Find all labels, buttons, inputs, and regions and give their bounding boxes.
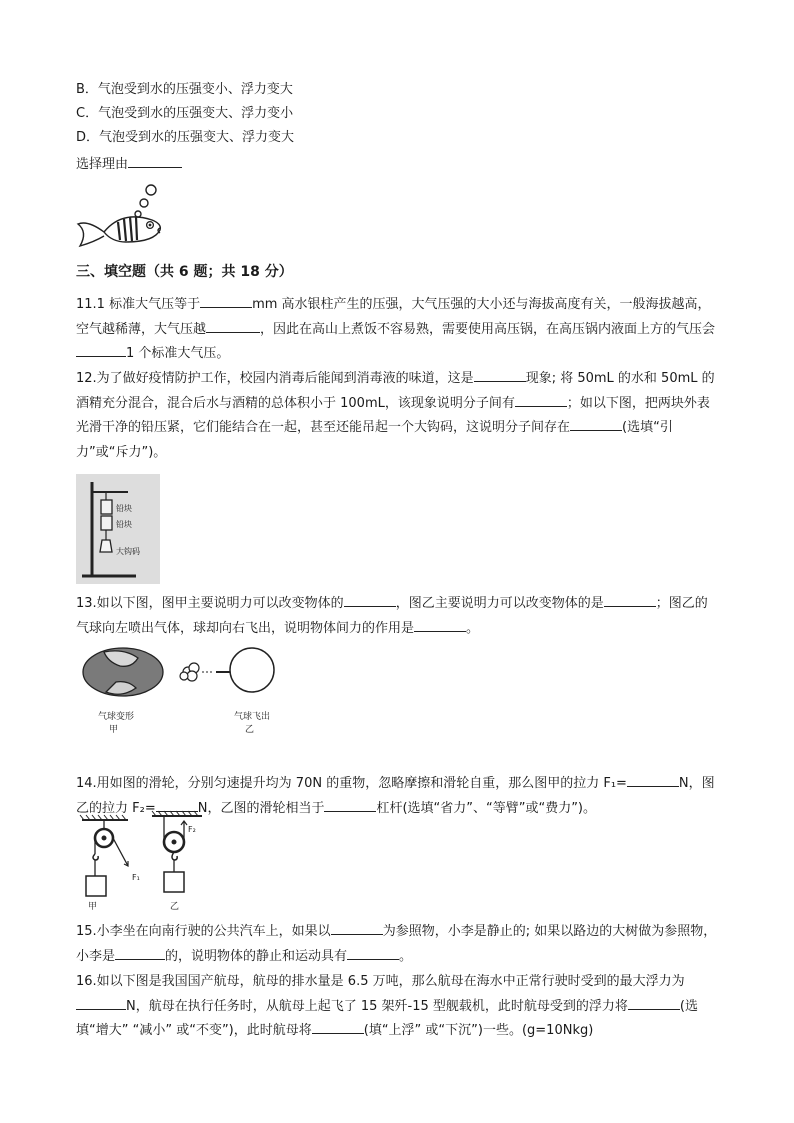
q13-blank-2[interactable]	[604, 592, 656, 607]
question-15	[76, 920, 718, 969]
q15-blank-3[interactable]	[347, 945, 399, 960]
fig13b-name: 乙	[245, 725, 255, 735]
q11-text-2: mm 高水银柱产生的压强，大气压强的大小还与海拔高度有关，一般海拔越高，空气越稀薄，大气压越	[76, 297, 711, 337]
fig12-label-1: 铅块	[116, 504, 132, 513]
q15-text-2: 为参照物，小李是静止的; 如果以路边的大树做为参照物，小李是	[76, 924, 717, 964]
q13-text-3: ；图乙的气球向左喷出气体，球却向右飞出，说明物体间力的作用是	[76, 596, 708, 636]
q11-blank-2[interactable]	[206, 318, 260, 333]
q12-text-2: 现象; 将 50mL 的水和 50mL 的酒精充分混合，混合后水与酒精的总体积小于 100mL，该现象说明分子间有	[76, 371, 715, 411]
q16-blank-2[interactable]	[628, 995, 680, 1010]
q16-text-3: (选填“增大” “减小” 或“不变”)，此时航母将	[76, 998, 698, 1038]
question-11	[76, 293, 718, 367]
lead-blocks-figure	[76, 474, 160, 584]
q16-text-4: (填“上浮” 或“下沉”)一些。(g=10Nkg)	[363, 1023, 594, 1038]
question-16	[76, 970, 718, 1044]
q12-blank-3[interactable]	[570, 416, 622, 431]
option-b: B．气泡受到水的压强变小、浮力变大	[76, 82, 293, 97]
q13-text-2: ，图乙主要说明力可以改变物体的是	[395, 596, 604, 611]
fig13a-name: 甲	[109, 725, 119, 735]
option-d: D．气泡受到水的压强变大、浮力变大	[76, 130, 295, 145]
option-c: C．气泡受到水的压强变大、浮力变小	[76, 106, 294, 121]
q15-blank-1[interactable]	[331, 920, 383, 935]
fig12-label-2: 铅块	[116, 520, 132, 529]
q14-blank-3[interactable]	[324, 797, 376, 812]
reason-label: 选择理由	[76, 157, 129, 172]
q15-blank-2[interactable]	[115, 945, 165, 960]
reason-blank[interactable]	[128, 153, 182, 168]
q11-text-1: 11.1 标准大气压等于	[76, 297, 201, 312]
q14-text-3: N，乙图的滑轮相当于	[197, 800, 325, 816]
fig14-f1-label: F₁	[132, 873, 140, 882]
q11-text-4: 1 个标准大气压。	[126, 346, 230, 361]
fig14-name-b: 乙	[170, 902, 180, 912]
q13-text-1: 13.如以下图，图甲主要说明力可以改变物体的	[76, 596, 344, 611]
reason-line	[76, 153, 182, 175]
balloon-figure	[76, 642, 292, 738]
pulley-figure	[76, 810, 216, 912]
q12-blank-2[interactable]	[515, 392, 567, 407]
question-12	[76, 367, 718, 465]
section-title: 三、填空题（共 6 题；共 18 分）	[76, 264, 293, 280]
q13-blank-3[interactable]	[414, 617, 466, 632]
q13-text-4: 。	[466, 620, 480, 636]
fish-bubbles-figure	[74, 180, 174, 252]
q16-blank-1[interactable]	[76, 995, 126, 1010]
q14-text-4: 杠杆(选填“省力”、“等臂”或“费力”)。	[376, 800, 597, 816]
fig13b-caption: 气球飞出	[234, 712, 271, 722]
q16-text-2: N，航母在执行任务时，从航母上起飞了 15 架歼-15 型舰载机，此时航母受到的浮力将	[126, 998, 628, 1014]
q15-text-1: 15.小李坐在向南行驶的公共汽车上，如果以	[76, 924, 331, 939]
q12-text-3: ；如以下图，把两块外表光滑干净的铅压紧，它们能结合在一起，甚至还能吊起一个大钩码，这说明分子间存在	[76, 395, 710, 435]
fig14-name-a: 甲	[88, 902, 98, 912]
q14-text-2: N，图乙的拉力 F₂=	[76, 776, 715, 816]
fig12-label-3: 大钩码	[116, 547, 140, 556]
q11-blank-3[interactable]	[76, 342, 126, 357]
q11-blank-1[interactable]	[200, 293, 252, 308]
q14-blank-1[interactable]	[627, 772, 679, 787]
q11-text-3: ，因此在高山上煮饭不容易熟，需要使用高压锅，在高压锅内液面上方的气压会	[260, 321, 716, 337]
q12-blank-1[interactable]	[474, 367, 526, 382]
fig13a-caption: 气球变形	[98, 712, 135, 722]
q16-text-1: 16.如以下图是我国国产航母，航母的排水量是 6.5 万吨，那么航母在海水中正常行驶时受到的最大浮力为	[76, 974, 685, 989]
q14-text-1: 14.用如图的滑轮，分别匀速提升均为 70N 的重物，忽略摩擦和滑轮自重，那么图甲的拉力 F₁=	[76, 776, 627, 791]
q13-blank-1[interactable]	[344, 592, 396, 607]
fig14-f2-label: F₂	[188, 825, 196, 834]
q15-text-3: 的，说明物体的静止和运动具有	[165, 948, 348, 964]
q15-text-4: 。	[399, 948, 413, 964]
question-13	[76, 592, 718, 641]
q12-text-1: 12.为了做好疫情防护工作，校园内消毒后能闻到消毒液的味道，这是	[76, 371, 474, 386]
q12-text-4: (选填“引力”或“斥力”)。	[76, 420, 673, 460]
q16-blank-3[interactable]	[312, 1019, 364, 1034]
